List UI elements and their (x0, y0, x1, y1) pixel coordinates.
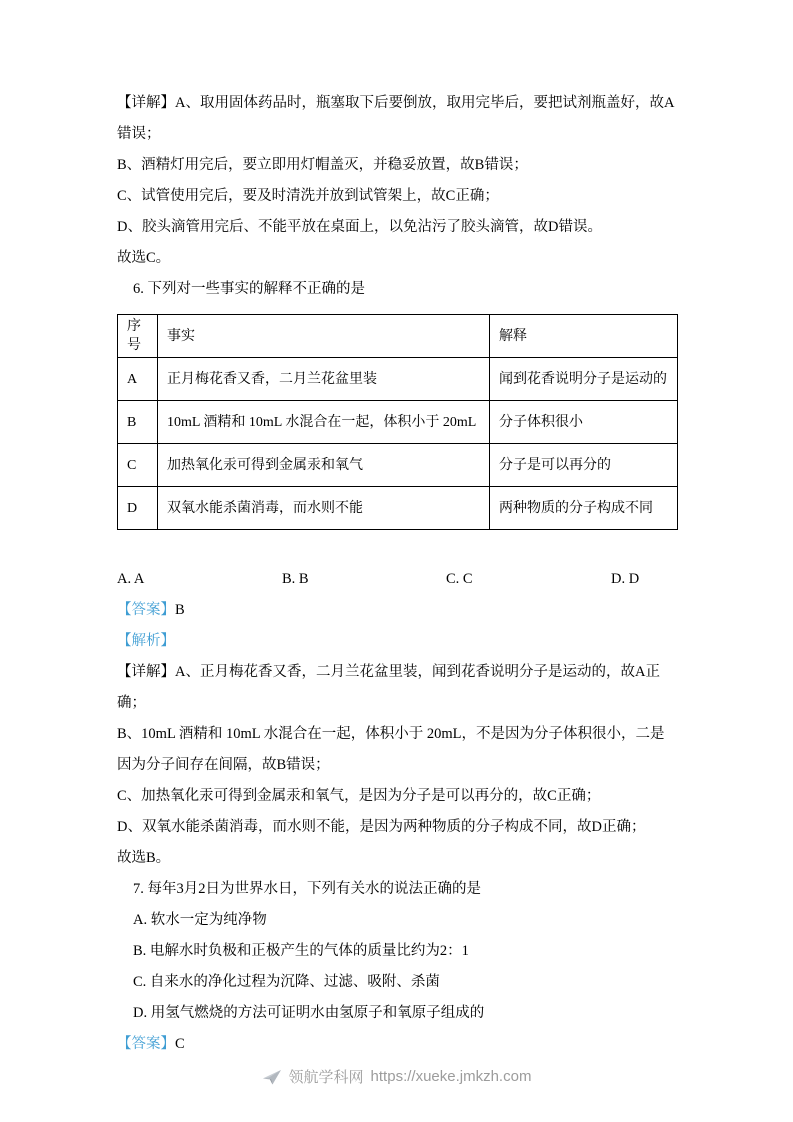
answer-label: 【答案】 (117, 1036, 175, 1052)
table-header-cell-xuhao: 序号 (118, 315, 158, 358)
table-row (118, 358, 678, 401)
site-logo-icon (262, 1067, 282, 1087)
q5-explanation-line-a: 【详解】A、取用固体药品时，瓶塞取下后要倒放，取用完毕后，要把试剂瓶盖好，故A错误； (117, 95, 675, 142)
table-row (118, 401, 678, 444)
document-content (117, 88, 678, 1060)
q6-analysis-line (117, 626, 678, 657)
q5-explanation-conclusion: 故选C。 (117, 250, 171, 266)
analysis-label: 【解析】 (117, 633, 175, 649)
table-header-cell-jieshi: 解释 (490, 315, 678, 358)
table-cell: B (118, 401, 158, 444)
table-cell: D (118, 487, 158, 530)
table-cell: A (118, 358, 158, 401)
q6-choice-c: C. C (446, 571, 473, 587)
table-cell: 正月梅花香又香，二月兰花盆里装 (158, 358, 490, 401)
answer-value: C (175, 1036, 185, 1052)
answer-label: 【答案】 (117, 602, 175, 618)
q6-explanation-line-c: C、加热氧化汞可得到金属汞和氧气，是因为分子是可以再分的，故C正确； (117, 788, 601, 804)
table-cell: 10mL 酒精和 10mL 水混合在一起，体积小于 20mL (158, 401, 490, 444)
table-header-cell-shishi: 事实 (158, 315, 490, 358)
q6-table (117, 314, 678, 530)
table-cell: 闻到花香说明分子是运动的 (490, 358, 678, 401)
table-cell: 加热氧化汞可得到金属汞和氧气 (158, 444, 490, 487)
table-cell: 分子体积很小 (490, 401, 678, 444)
q5-explanation-line-d: D、胶头滴管用完后、不能平放在桌面上，以免沾污了胶头滴管，故D错误。 (117, 219, 602, 235)
question-7-stem: 7. 每年3月2日为世界水日，下列有关水的说法正确的是 (133, 881, 481, 897)
q6-choice-b: B. B (282, 571, 309, 587)
q6-answer-line (117, 595, 678, 626)
q6-explanation-line-b: B、10mL 酒精和 10mL 水混合在一起，体积小于 20mL，不是因为分子体积很小，二是因为分子间存在间隔，故B错误； (117, 726, 665, 773)
page-footer (0, 1066, 793, 1087)
answer-value: B (175, 602, 185, 618)
q5-explanation-line-b: B、酒精灯用完后，要立即用灯帽盖灭，并稳妥放置，故B错误； (117, 157, 528, 173)
question-6-stem: 6. 下列对一些事实的解释不正确的是 (133, 281, 365, 297)
q6-explanation-line-d: D、双氧水能杀菌消毒，而水则不能，是因为两种物质的分子构成不同，故D正确； (117, 819, 646, 835)
table-cell: C (118, 444, 158, 487)
table-cell: 两种物质的分子构成不同 (490, 487, 678, 530)
site-url: https://xueke.jmkzh.com (370, 1068, 532, 1085)
q6-explanation-line-a: 【详解】A、正月梅花香又香，二月兰花盆里装，闻到花香说明分子是运动的，故A正确； (117, 664, 660, 711)
q6-table-header-row (118, 315, 678, 358)
q7-option-d: D. 用氢气燃烧的方法可证明水由氢原子和氧原子组成的 (133, 1005, 485, 1021)
q6-explanation-conclusion: 故选B。 (117, 850, 171, 866)
table-row (118, 487, 678, 530)
table-cell: 双氧水能杀菌消毒，而水则不能 (158, 487, 490, 530)
q7-option-b: B. 电解水时负极和正极产生的气体的质量比约为2：1 (133, 943, 469, 959)
q7-option-a: A. 软水一定为纯净物 (133, 912, 267, 928)
site-name: 领航学科网 (288, 1069, 364, 1086)
q6-choices-row (117, 564, 678, 595)
q7-option-c: C. 自来水的净化过程为沉降、过滤、吸附、杀菌 (133, 974, 440, 990)
q5-explanation-line-c: C、试管使用完后，要及时清洗并放到试管架上，故C正确； (117, 188, 499, 204)
q7-answer-line (117, 1029, 678, 1060)
q6-choice-d: D. D (611, 571, 640, 587)
table-cell: 分子是可以再分的 (490, 444, 678, 487)
q6-choice-a: A. A (117, 571, 145, 587)
table-row (118, 444, 678, 487)
